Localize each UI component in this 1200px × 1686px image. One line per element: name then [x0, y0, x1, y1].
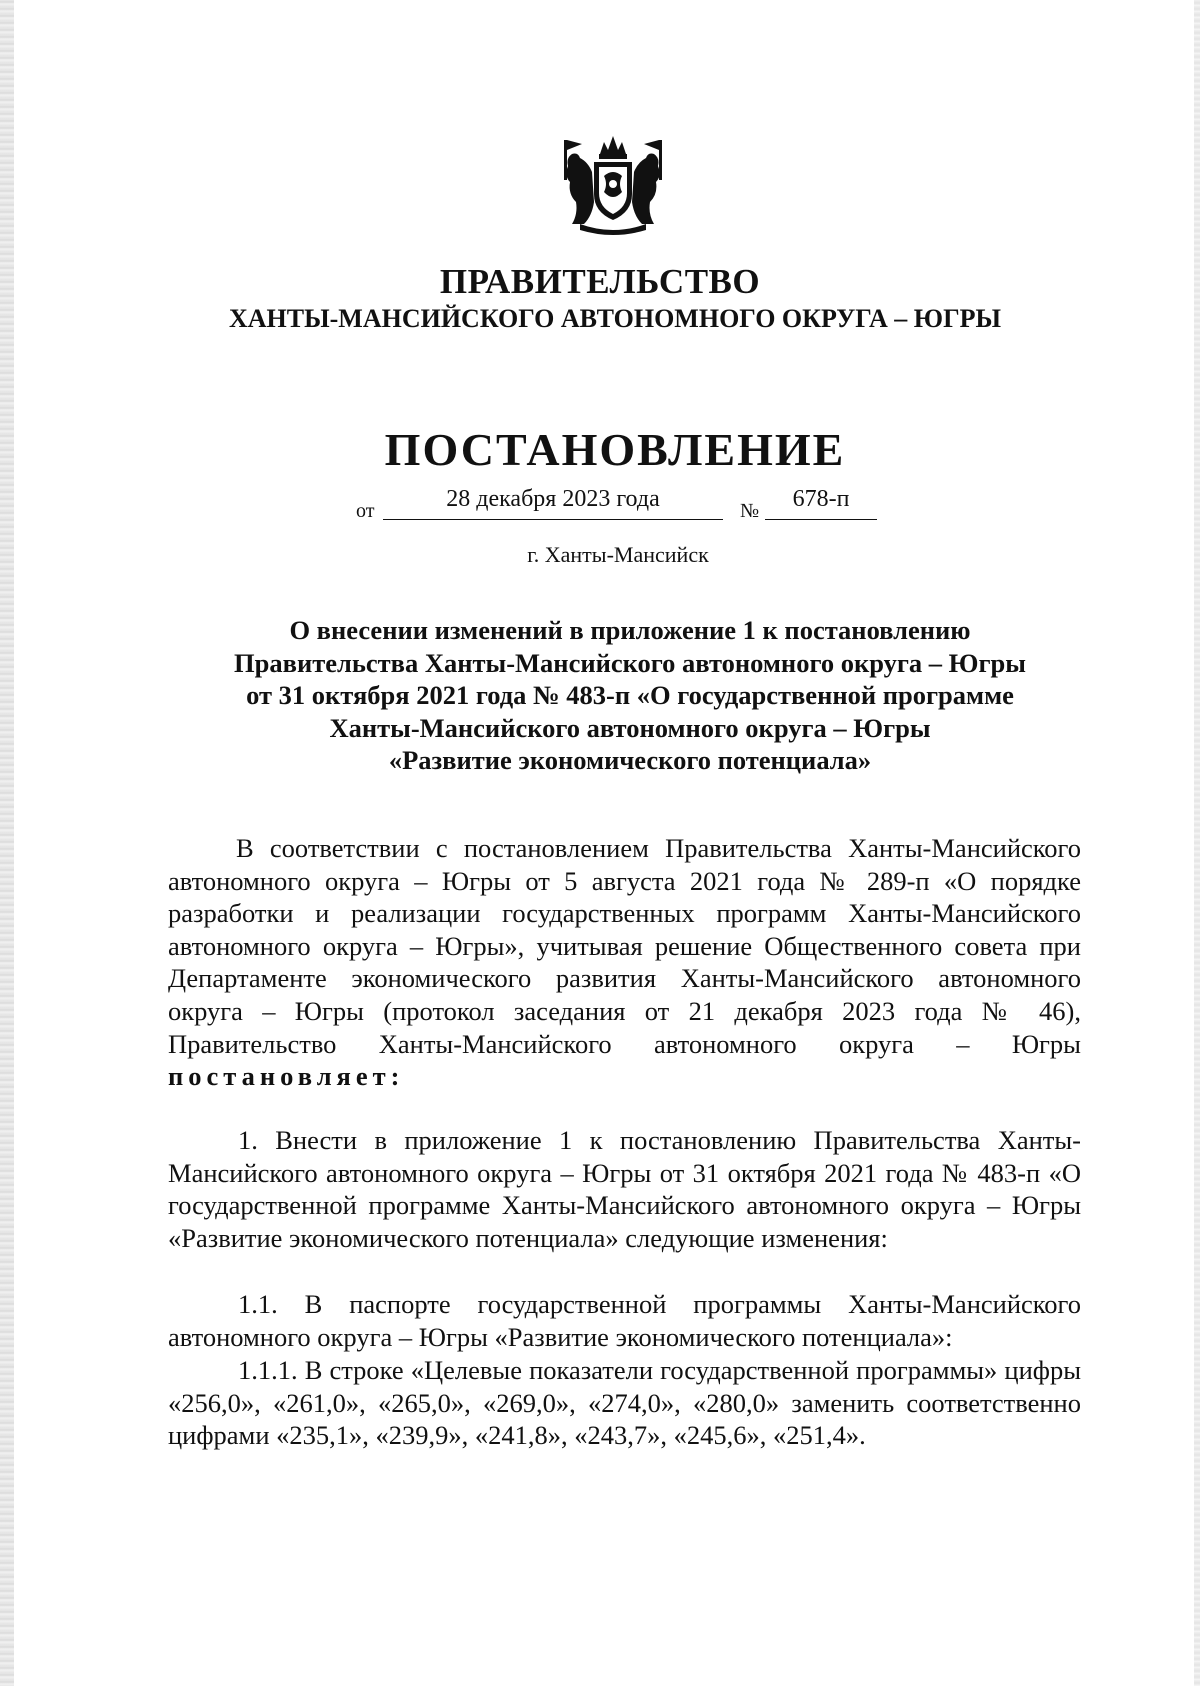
decree-subject: [150, 614, 1110, 777]
number-label: №: [740, 500, 760, 522]
from-label: от: [356, 500, 375, 522]
item-1-paragraph: 1. Внести в приложение 1 к постановлению Правительства Ханты-Мансийского автономного округа – Югры от 31 октября 2021 года № 483-п «О государственной программе Ханты-Мансийского автономного округа – Югры «Развитие экономического потенциала» следующие изменения:: [168, 1125, 1081, 1253]
government-title: ПРАВИТЕЛЬСТВО: [439, 262, 761, 301]
scan-edge-right: [1194, 0, 1200, 1686]
decree-number: 678-п: [765, 486, 877, 520]
decree-date: 28 декабря 2023 года: [383, 486, 723, 520]
decree-word: постановляет:: [168, 1061, 405, 1092]
document-type: ПОСТАНОВЛЕНИЕ: [384, 424, 846, 475]
subject-line: Ханты-Мансийского автономного округа – Югры: [329, 712, 931, 743]
scan-edge-left: [0, 0, 14, 1686]
item-1-1-1-paragraph: 1.1.1. В строке «Целевые показатели государственной программы» цифры «256,0», «261,0», «265,0», «269,0», «274,0», «280,0» заменить соответственно цифрами «235,1», «239,9», «241,8», «243,7», «245,6», «251,4».: [168, 1355, 1081, 1451]
item-1-1-paragraph: 1.1. В паспорте государственной программы Ханты-Мансийского автономного округа – Югры «Развитие экономического потенциала»:: [168, 1289, 1081, 1352]
preamble-text: В соответствии с постановлением Правительства Ханты-Мансийского автономного округа – Югры от 5 августа 2021 года № 289-п «О порядке разработки и реализации государственных программ Ханты-Мансийского автономного округа – Югры», учитывая решение Общественного совета при Департаменте экономического развития Ханты-Мансийского автономного округа – Югры (протокол заседания от 21 декабря 2023 года № 46), Правительство Ханты-Мансийского автономного округа – Югры: [168, 833, 1081, 1059]
region-title: ХАНТЫ-МАНСИЙСКОГО АВТОНОМНОГО ОКРУГА – ЮГРЫ: [228, 304, 1002, 333]
subject-line: от 31 октября 2021 года № 483-п «О государственной программе: [246, 680, 1014, 710]
coat-of-arms-icon: [558, 132, 668, 238]
subject-line: О внесении изменений в приложение 1 к постановлению: [289, 615, 971, 645]
subject-line: «Развитие экономического потенциала»: [388, 745, 872, 775]
decree-date-line: [0, 486, 1200, 526]
subject-line: Правительства Ханты-Мансийского автономного округа – Югры: [234, 647, 1026, 678]
city-name: г. Ханты-Мансийск: [527, 542, 709, 567]
preamble-paragraph: [168, 832, 1081, 1093]
